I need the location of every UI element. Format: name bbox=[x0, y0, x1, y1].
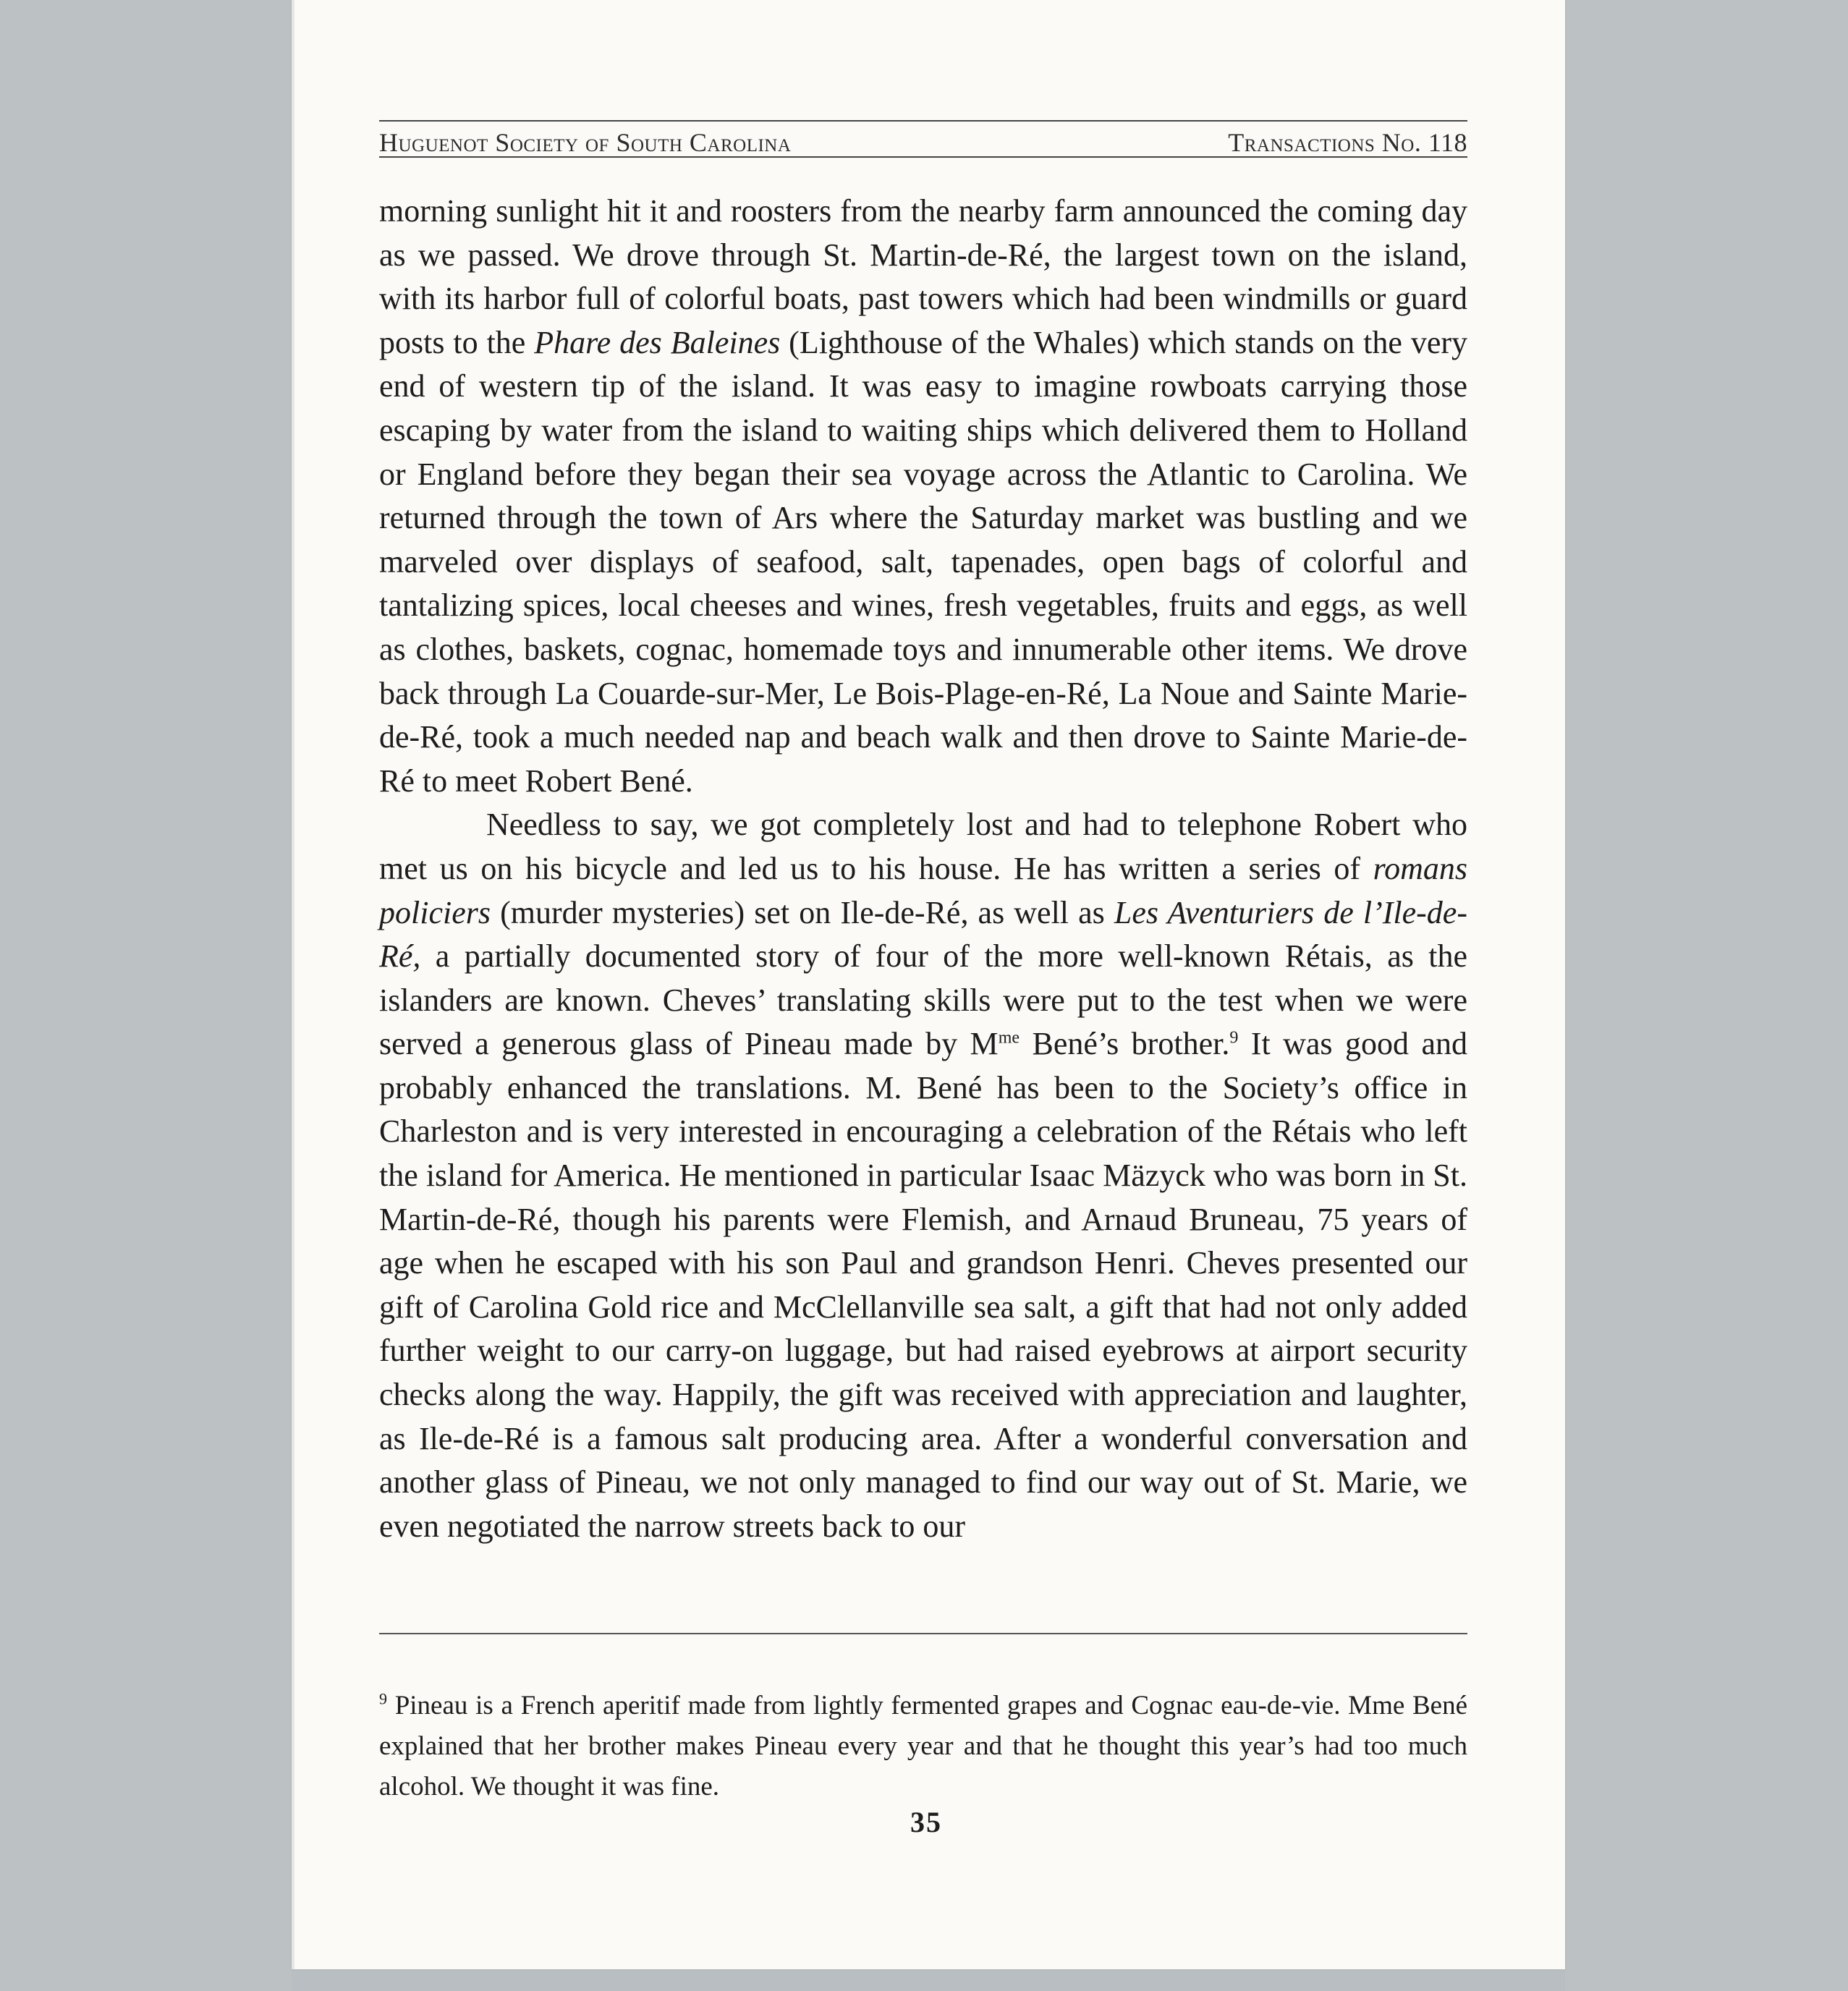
paragraph-2-text-a: Needless to say, we got completely lost and had to telephone Robert who met us on his bicycle and led us to his house. He has written a series of bbox=[379, 807, 1467, 886]
scan-background-right bbox=[1565, 0, 1848, 1991]
running-header bbox=[379, 120, 1467, 158]
scan-background-left bbox=[0, 0, 292, 1991]
footnote-text: Pineau is a French aperitif made from lightly fermented grapes and Cognac eau-de-vie. Mme Bené explained that her brother makes Pineau every year and that he thought this year’s had too much alcohol. We thought it was fine. bbox=[379, 1691, 1467, 1801]
superscript-mme: me bbox=[998, 1028, 1020, 1048]
paragraph-2-italic-2: Les Aventuriers de l’Ile-de-Ré, bbox=[379, 894, 1467, 975]
paragraph-2-text-b: (murder mysteries) set on Ile-de-Ré, as well as bbox=[490, 894, 1114, 930]
paragraph-1-text-a: morning sunlight hit it and roosters from the nearby farm announced the coming day as we passed. We drove through St. Martin-de-Ré, the largest town on the island, with its harbor full of colorful boats, past towers which had been windmills or guard posts to the bbox=[379, 193, 1467, 360]
page-edge bbox=[292, 0, 294, 1969]
page-number: 35 bbox=[910, 1806, 942, 1838]
header-society-name: Huguenot Society of South Carolina bbox=[379, 128, 792, 157]
paragraph-2 bbox=[379, 803, 1467, 1548]
footnote-separator bbox=[379, 1633, 1467, 1634]
paragraph-1-italic: Phare des Baleines bbox=[534, 324, 781, 360]
footnote-reference[interactable]: 9 bbox=[1229, 1028, 1239, 1048]
paragraph-2-text-d: Bené’s brother. bbox=[1020, 1026, 1230, 1062]
header-transactions-number: Transactions No. 118 bbox=[1228, 128, 1467, 157]
paragraph-2-text-c: a partially documented story of four of the more well-known Rétais, as the islanders are known. Cheves’ translating skills were put to the test when we were served a generous glass of Pineau made by M bbox=[379, 938, 1467, 1062]
paragraph-1 bbox=[379, 190, 1467, 803]
paragraph-2-text-e: It was good and probably enhanced the translations. M. Bené has been to the Society’s office in Charleston and is very interested in encouraging a celebration of the Rétais who left the island for America. He mentioned in particular Isaac Mäzyck who was born in St. Martin-de-Ré, though his parents were Flemish, and Arnaud Bruneau, 75 years of age when he escaped with his son Paul and grandson Henri. Cheves presented our gift of Carolina Gold rice and McClellanville sea salt, a gift that had not only added further weight to our carry-on luggage, but had raised eyebrows at airport security checks along the way. Happily, the gift was received with appreciation and laughter, as Ile-de-Ré is a famous salt producing area. After a wonderful conversation and another glass of Pineau, we not only managed to find our way out of St. Marie, we even negotiated the narrow streets back to our bbox=[379, 1026, 1467, 1544]
paragraph-1-text-b: (Lighthouse of the Whales) which stands on the very end of western tip of the island. It was easy to imagine rowboats carrying those escaping by water from the island to waiting ships which delivered them to Holland or England before they began their sea voyage across the Atlantic to Carolina. We returned through the town of Ars where the Saturday market was bustling and we marveled over displays of seafood, salt, tapenades, open bags of colorful and tantalizing spices, local cheeses and wines, fresh vegetables, fruits and eggs, as well as clothes, baskets, cognac, homemade toys and innumerable other items. We drove back through La Couarde-sur-Mer, Le Bois-Plage-en-Ré, La Noue and Sainte Marie-de-Ré, took a much needed nap and beach walk and then drove to Sainte Marie-de-Ré to meet Robert Bené. bbox=[379, 324, 1468, 799]
body-text bbox=[379, 190, 1467, 1548]
footnote bbox=[379, 1686, 1467, 1807]
footnote-marker: 9 bbox=[379, 1689, 387, 1708]
paragraph-2-italic-1: romans policiers bbox=[379, 850, 1467, 930]
